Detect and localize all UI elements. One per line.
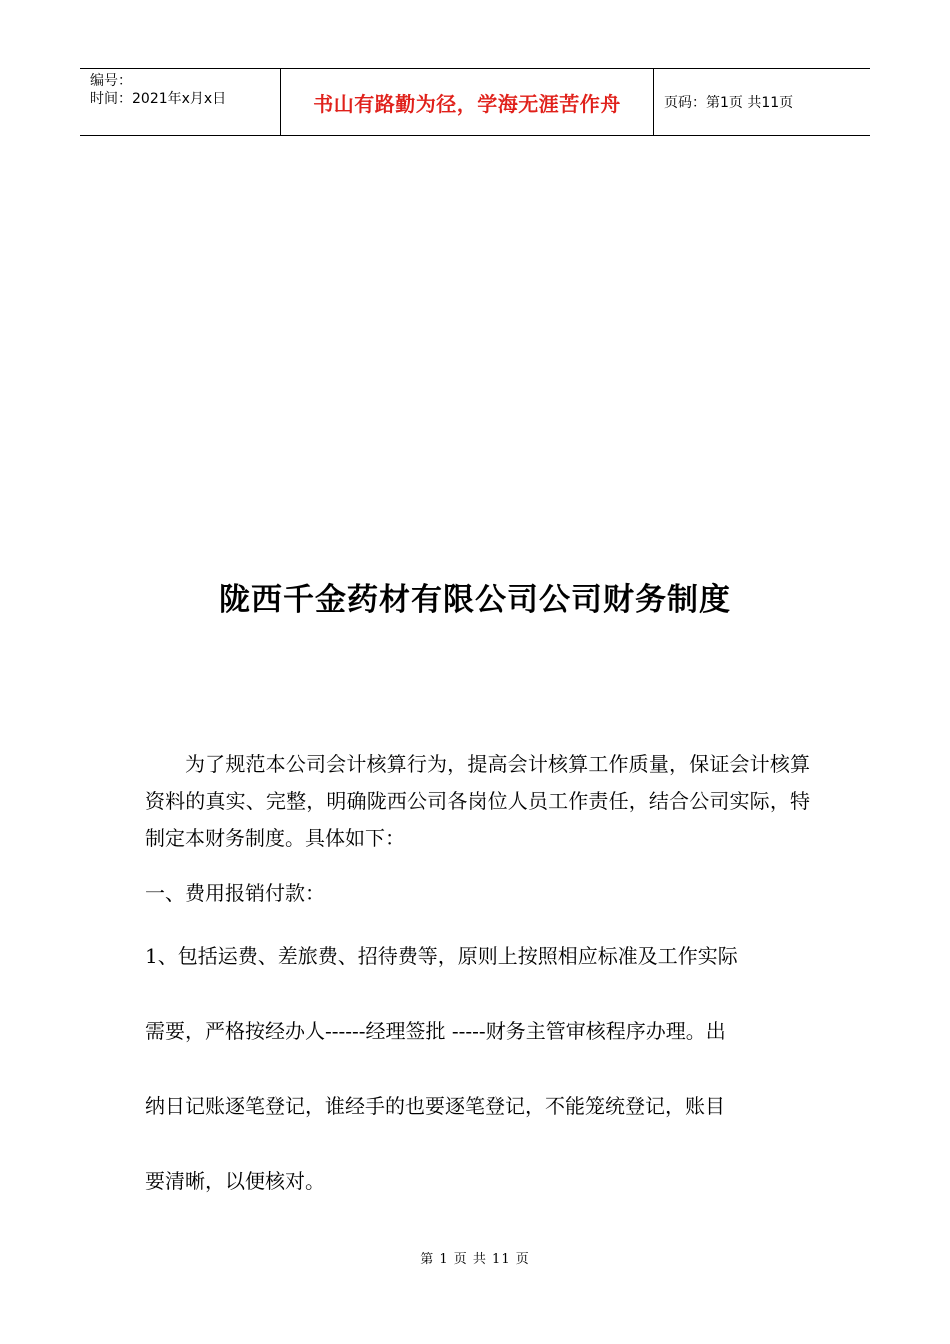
header-motto: 书山有路勤为径，学海无涯苦作舟 bbox=[281, 69, 654, 135]
header-page-number: 页码：第1页 共11页 bbox=[664, 95, 794, 111]
intro-paragraph: 为了规范本公司会计核算行为，提高会计核算工作质量，保证会计核算资料的真实、完整，明确陇西公司各岗位人员工作责任，结合公司实际，特制定本财务制度。具体如下： bbox=[145, 752, 810, 850]
item1-line-1: 1、包括运费、差旅费、招待费等，原则上按照相应标准及工作实际 bbox=[145, 944, 738, 968]
section-heading-expense-reimbursement: 一、费用报销付款： bbox=[145, 881, 325, 905]
header-meta-cell bbox=[80, 69, 281, 135]
item1-line-3: 纳日记账逐笔登记，谁经手的也要逐笔登记，不能笼统登记，账目 bbox=[145, 1094, 725, 1118]
document-title: 陇西千金药材有限公司公司财务制度 bbox=[219, 582, 731, 618]
item1-line-2: 需要，严格按经办人------经理签批 -----财务主管审核程序办理。出 bbox=[145, 1019, 726, 1043]
page-footer: 第 1 页 共 11 页 bbox=[420, 1252, 530, 1267]
item1-line-4: 要清晰，以便核对。 bbox=[145, 1169, 325, 1193]
document-header bbox=[80, 68, 870, 136]
document-number-label: 编号： bbox=[90, 73, 132, 89]
document-date-label: 时间：2021年x月x日 bbox=[90, 91, 227, 107]
